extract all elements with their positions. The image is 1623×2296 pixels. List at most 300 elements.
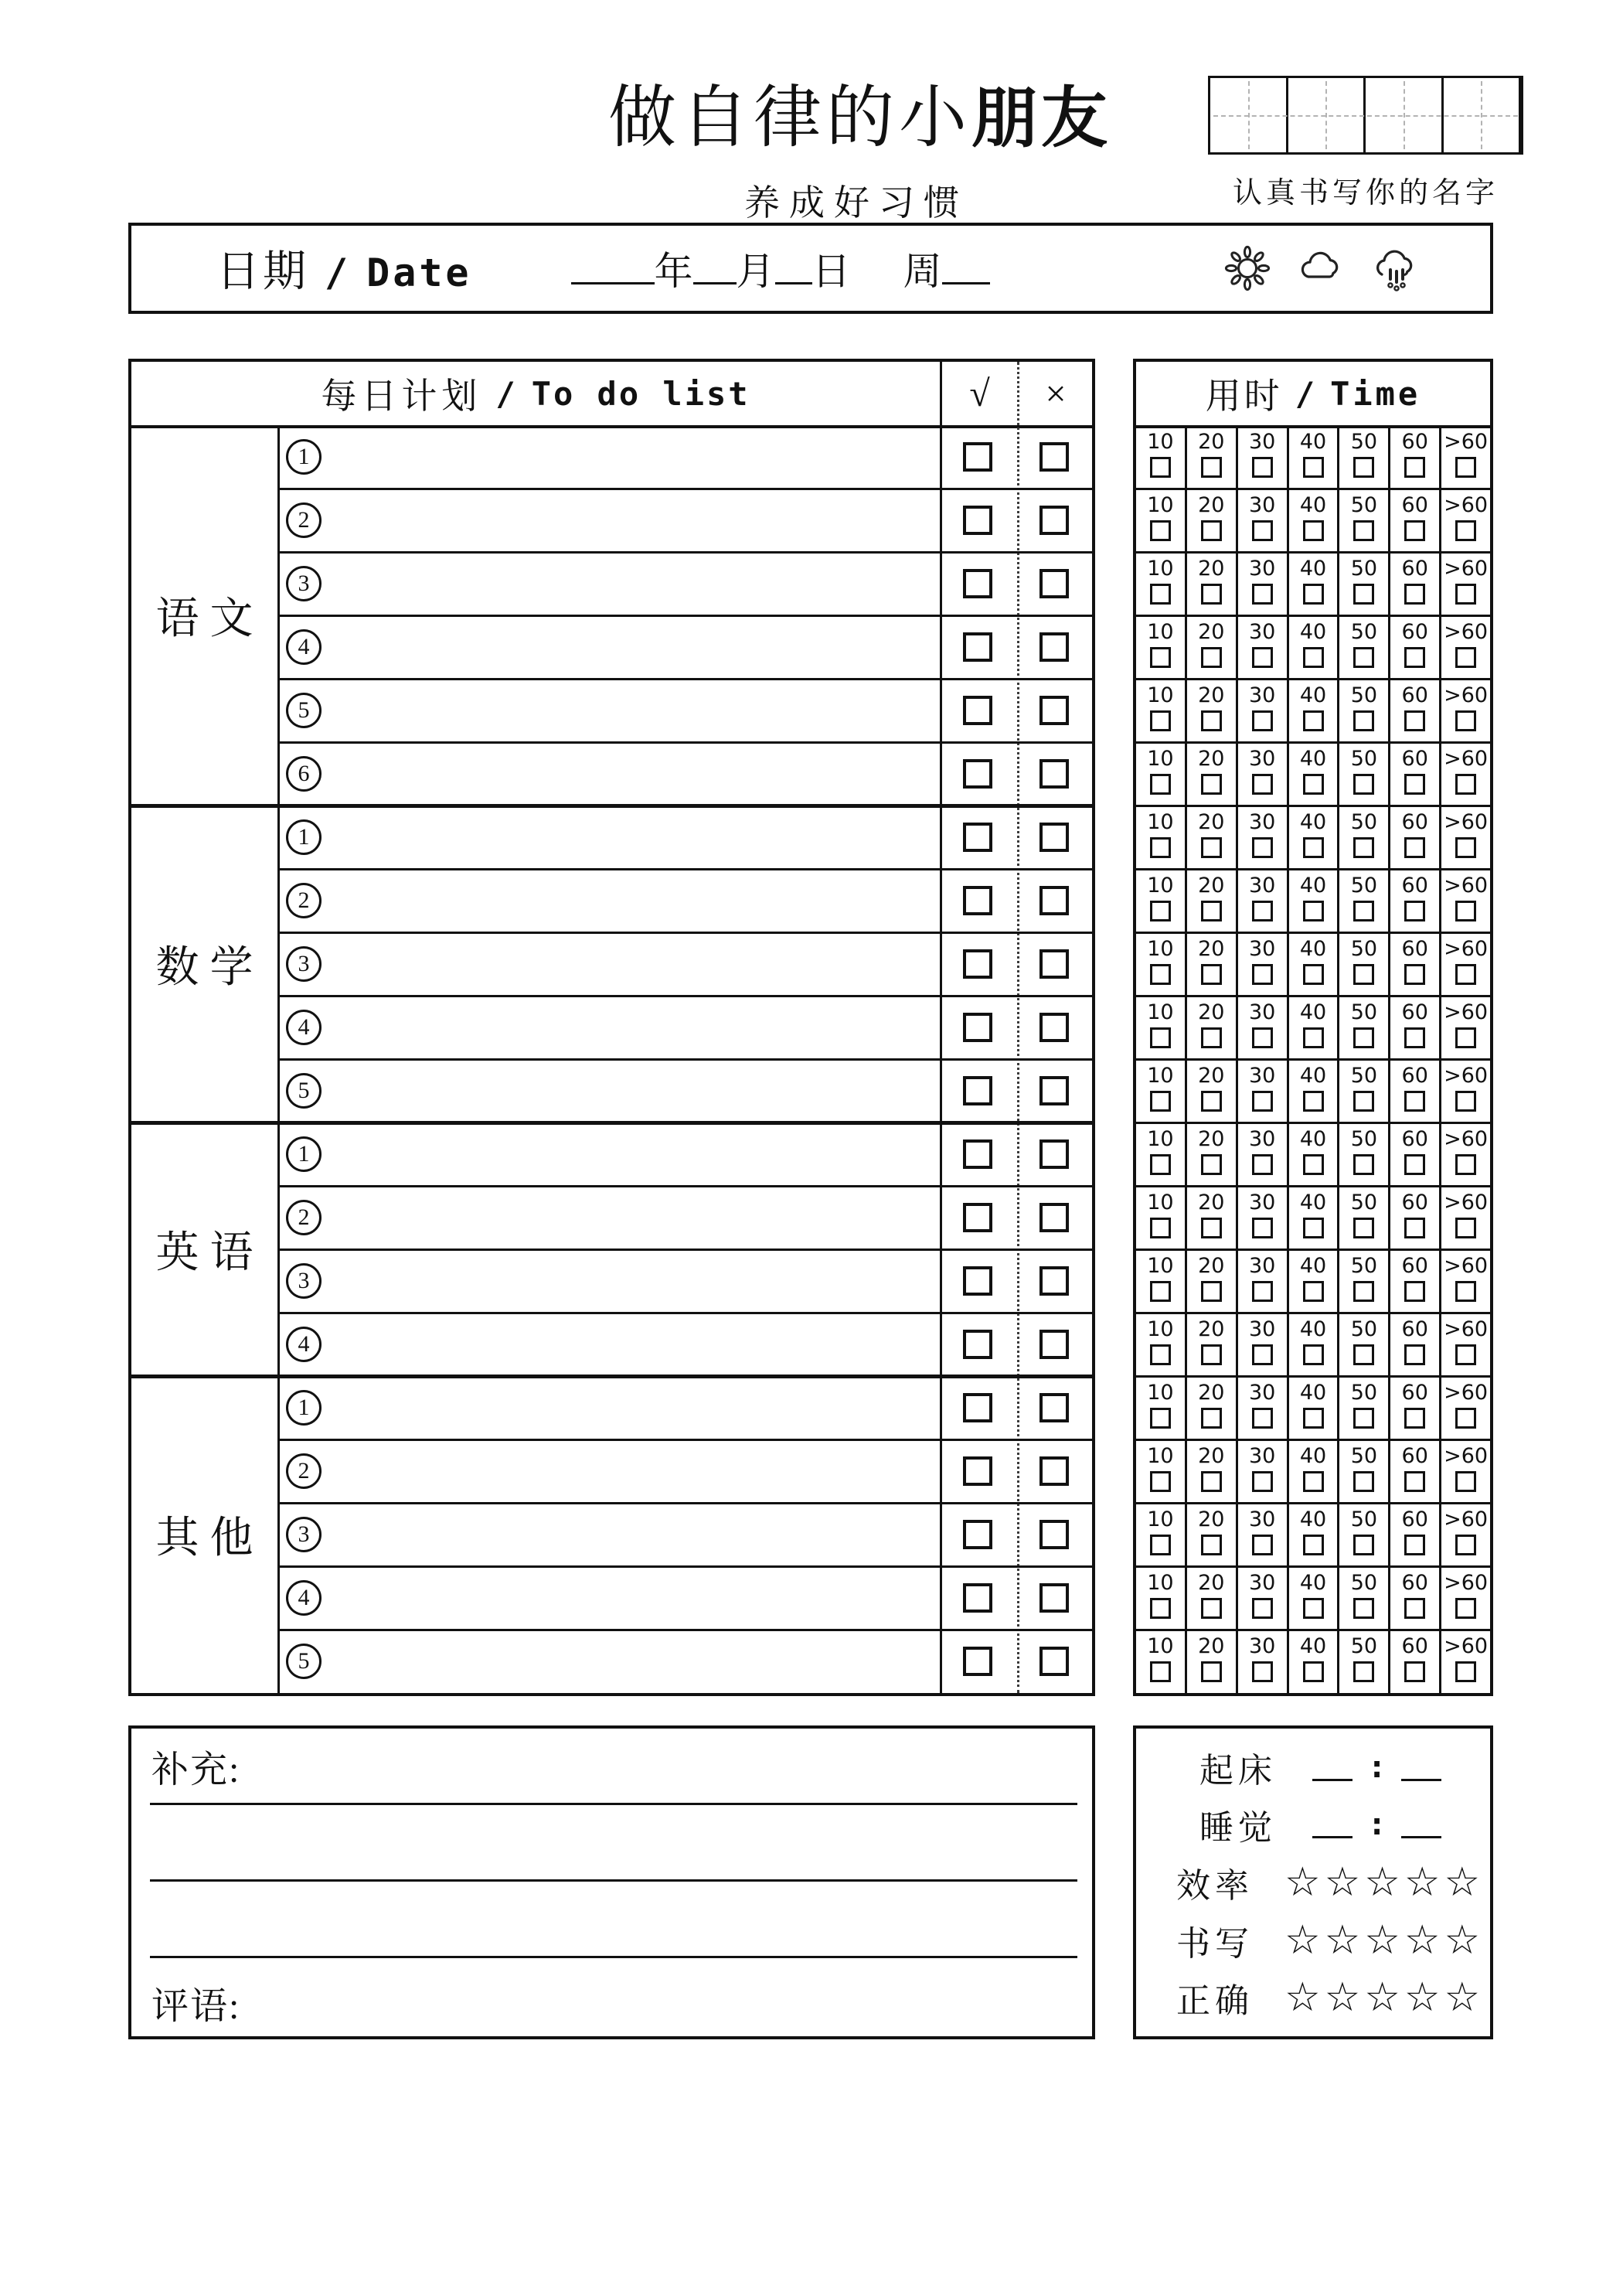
time-checkbox[interactable] <box>1455 520 1476 541</box>
time-cell <box>1238 1249 1289 1313</box>
time-checkbox[interactable] <box>1150 1471 1171 1492</box>
week-label: 周 <box>903 250 942 293</box>
todo-row <box>131 806 1092 869</box>
time-checkbox[interactable] <box>1455 901 1476 921</box>
time-checkbox[interactable] <box>1455 1281 1476 1302</box>
task-input-area[interactable] <box>334 1252 928 1310</box>
not-done-checkbox[interactable] <box>1039 442 1069 472</box>
month-blank[interactable] <box>693 254 737 284</box>
time-option-label: 30 <box>1248 683 1276 707</box>
time-checkbox[interactable] <box>1150 1218 1171 1238</box>
time-checkbox[interactable] <box>1455 1091 1476 1112</box>
task-input-area[interactable] <box>334 1189 928 1246</box>
time-checkbox[interactable] <box>1201 520 1222 541</box>
category-label: 英语 <box>155 1229 264 1277</box>
time-cell <box>1441 1566 1490 1630</box>
time-checkbox[interactable] <box>1455 1344 1476 1365</box>
time-checkbox[interactable] <box>1353 1027 1374 1048</box>
done-checkbox[interactable] <box>963 1013 992 1042</box>
time-option-label: 40 <box>1299 620 1327 644</box>
time-checkbox[interactable] <box>1201 1027 1222 1048</box>
time-checkbox[interactable] <box>1201 1598 1222 1619</box>
done-checkbox[interactable] <box>963 949 992 979</box>
time-checkbox[interactable] <box>1252 520 1273 541</box>
not-done-checkbox[interactable] <box>1039 1583 1069 1613</box>
time-checkbox[interactable] <box>1150 964 1171 985</box>
month-label: 月 <box>736 250 775 293</box>
time-checkbox[interactable] <box>1353 647 1374 668</box>
done-checkbox[interactable] <box>963 886 992 915</box>
not-done-checkbox[interactable] <box>1039 1013 1069 1042</box>
time-cell <box>1187 932 1238 996</box>
time-cell <box>1289 1566 1340 1630</box>
time-checkbox[interactable] <box>1303 1661 1324 1682</box>
time-checkbox[interactable] <box>1252 1535 1273 1555</box>
time-checkbox[interactable] <box>1455 1471 1476 1492</box>
time-colon: : <box>1371 1749 1383 1784</box>
time-cell <box>1339 615 1390 679</box>
rain-icon[interactable] <box>1371 244 1421 293</box>
time-row <box>1136 1313 1490 1376</box>
time-checkbox[interactable] <box>1303 1471 1324 1492</box>
time-blank-hour[interactable] <box>1312 1811 1352 1838</box>
time-checkbox[interactable] <box>1252 647 1273 668</box>
time-checkbox[interactable] <box>1252 1661 1273 1682</box>
time-cell <box>1441 552 1490 615</box>
time-checkbox[interactable] <box>1404 1027 1425 1048</box>
time-checkbox[interactable] <box>1455 647 1476 668</box>
time-checkbox[interactable] <box>1353 1344 1374 1365</box>
time-checkbox[interactable] <box>1252 1408 1273 1429</box>
task-number: 2 <box>286 883 322 918</box>
not-done-checkbox[interactable] <box>1039 1076 1069 1105</box>
time-header-sep: / <box>1295 374 1318 413</box>
time-checkbox[interactable] <box>1201 1091 1222 1112</box>
time-checkbox[interactable] <box>1404 964 1425 985</box>
time-cell <box>1390 489 1441 552</box>
time-checkbox[interactable] <box>1252 710 1273 731</box>
time-cell <box>1136 1122 1187 1186</box>
time-checkbox[interactable] <box>1404 457 1425 478</box>
time-checkbox[interactable] <box>1404 520 1425 541</box>
time-checkbox[interactable] <box>1404 1218 1425 1238</box>
done-checkbox[interactable] <box>963 759 992 789</box>
time-cell <box>1390 1630 1441 1693</box>
done-checkbox[interactable] <box>963 1266 992 1296</box>
time-cell <box>1136 1186 1187 1249</box>
time-checkbox[interactable] <box>1404 1661 1425 1682</box>
day-blank[interactable] <box>775 254 812 284</box>
time-checkbox[interactable] <box>1455 457 1476 478</box>
time-cell <box>1339 932 1390 996</box>
time-option-label: 30 <box>1248 1634 1276 1658</box>
done-checkbox[interactable] <box>963 1456 992 1486</box>
not-done-checkbox[interactable] <box>1039 1520 1069 1549</box>
time-checkbox[interactable] <box>1252 1218 1273 1238</box>
time-checkbox[interactable] <box>1252 584 1273 605</box>
time-checkbox[interactable] <box>1150 1661 1171 1682</box>
time-checkbox[interactable] <box>1404 1535 1425 1555</box>
todo-row <box>131 1376 1092 1439</box>
time-checkbox[interactable] <box>1150 774 1171 795</box>
time-option-label: 30 <box>1248 874 1276 898</box>
time-checkbox[interactable] <box>1150 1281 1171 1302</box>
time-blank-minute[interactable] <box>1401 1753 1441 1781</box>
time-checkbox[interactable] <box>1353 1408 1374 1429</box>
time-checkbox[interactable] <box>1455 774 1476 795</box>
time-checkbox[interactable] <box>1150 584 1171 605</box>
not-done-checkbox[interactable] <box>1039 1203 1069 1232</box>
cloud-icon[interactable] <box>1297 244 1346 293</box>
not-done-checkbox[interactable] <box>1039 759 1069 789</box>
time-option-label: 40 <box>1299 1444 1327 1468</box>
time-blank-hour[interactable] <box>1312 1753 1352 1781</box>
time-checkbox[interactable] <box>1303 1408 1324 1429</box>
time-row <box>1136 996 1490 1059</box>
time-cell <box>1441 869 1490 932</box>
time-checkbox[interactable] <box>1303 1091 1324 1112</box>
name-writing-grid[interactable] <box>1208 76 1523 155</box>
time-checkbox[interactable] <box>1303 774 1324 795</box>
name-instruction: 认真书写你的名字 <box>1232 177 1499 210</box>
time-checkbox[interactable] <box>1404 647 1425 668</box>
time-checkbox[interactable] <box>1353 1598 1374 1619</box>
task-input-area[interactable] <box>334 1443 928 1500</box>
not-done-checkbox[interactable] <box>1039 1393 1069 1422</box>
time-checkbox[interactable] <box>1201 1408 1222 1429</box>
time-checkbox[interactable] <box>1455 1535 1476 1555</box>
time-cell <box>1187 1313 1238 1376</box>
time-cell <box>1441 1439 1490 1503</box>
writing-line[interactable] <box>150 1879 1077 1882</box>
done-checkbox[interactable] <box>963 1139 992 1169</box>
time-option-label: 20 <box>1198 683 1225 707</box>
time-checkbox[interactable] <box>1201 1154 1222 1175</box>
time-cell <box>1441 1249 1490 1313</box>
not-done-checkbox[interactable] <box>1039 823 1069 852</box>
time-cell <box>1339 1059 1390 1122</box>
time-row <box>1136 1122 1490 1186</box>
time-row <box>1136 932 1490 996</box>
time-option-label: 40 <box>1299 557 1327 581</box>
time-cell <box>1390 1503 1441 1566</box>
time-checkbox[interactable] <box>1201 647 1222 668</box>
time-checkbox[interactable] <box>1201 837 1222 858</box>
time-checkbox[interactable] <box>1252 1598 1273 1619</box>
time-checkbox[interactable] <box>1201 584 1222 605</box>
not-done-checkbox[interactable] <box>1039 632 1069 662</box>
time-panel-body <box>1136 362 1490 1693</box>
time-checkbox[interactable] <box>1455 1661 1476 1682</box>
done-checkbox[interactable] <box>963 1647 992 1676</box>
time-option-label: 40 <box>1299 874 1327 898</box>
time-checkbox[interactable] <box>1150 901 1171 921</box>
task-input-area[interactable] <box>334 428 928 485</box>
task-number: 4 <box>286 1010 322 1045</box>
star-rating[interactable]: ☆☆☆☆☆ <box>1284 1858 1485 1906</box>
time-checkbox[interactable] <box>1303 1154 1324 1175</box>
time-option-label: 50 <box>1350 1571 1378 1595</box>
todo-row <box>131 425 1092 489</box>
task-input-area[interactable] <box>334 1316 928 1373</box>
not-done-checkbox[interactable] <box>1039 1266 1069 1296</box>
time-checkbox[interactable] <box>1353 1471 1374 1492</box>
task-input-area[interactable] <box>334 745 928 802</box>
time-checkbox[interactable] <box>1252 457 1273 478</box>
time-checkbox[interactable] <box>1455 1218 1476 1238</box>
time-checkbox[interactable] <box>1303 964 1324 985</box>
time-cell <box>1289 679 1340 742</box>
time-checkbox[interactable] <box>1353 1218 1374 1238</box>
time-checkbox[interactable] <box>1455 1027 1476 1048</box>
time-checkbox[interactable] <box>1303 520 1324 541</box>
time-checkbox[interactable] <box>1150 1154 1171 1175</box>
time-checkbox[interactable] <box>1201 774 1222 795</box>
time-checkbox[interactable] <box>1353 520 1374 541</box>
task-number: 3 <box>286 566 322 601</box>
task-input-area[interactable] <box>334 1062 928 1119</box>
task-input-area[interactable] <box>334 555 928 612</box>
time-checkbox[interactable] <box>1201 1281 1222 1302</box>
time-checkbox[interactable] <box>1303 1535 1324 1555</box>
time-checkbox[interactable] <box>1455 710 1476 731</box>
todo-row <box>131 1059 1092 1122</box>
time-checkbox[interactable] <box>1353 774 1374 795</box>
task-input-area[interactable] <box>334 682 928 739</box>
time-checkbox[interactable] <box>1201 710 1222 731</box>
todo-row <box>131 1630 1092 1693</box>
done-checkbox[interactable] <box>963 1203 992 1232</box>
time-cell <box>1136 1566 1187 1630</box>
time-option-label: 20 <box>1198 1191 1225 1214</box>
time-checkbox[interactable] <box>1404 901 1425 921</box>
done-checkbox[interactable] <box>963 569 992 598</box>
time-checkbox[interactable] <box>1150 647 1171 668</box>
time-checkbox[interactable] <box>1455 964 1476 985</box>
time-cell <box>1390 932 1441 996</box>
time-option-label: 50 <box>1350 1191 1378 1214</box>
time-checkbox[interactable] <box>1404 710 1425 731</box>
not-done-checkbox[interactable] <box>1039 506 1069 535</box>
time-checkbox[interactable] <box>1404 1598 1425 1619</box>
time-checkbox[interactable] <box>1353 1154 1374 1175</box>
time-checkbox[interactable] <box>1252 1091 1273 1112</box>
date-fill-in <box>571 240 990 296</box>
time-checkbox[interactable] <box>1303 1281 1324 1302</box>
done-checkbox[interactable] <box>963 696 992 725</box>
done-checkbox[interactable] <box>963 1393 992 1422</box>
time-checkbox[interactable] <box>1252 1344 1273 1365</box>
not-done-checkbox[interactable] <box>1039 696 1069 725</box>
done-checkbox[interactable] <box>963 1330 992 1359</box>
time-checkbox[interactable] <box>1303 901 1324 921</box>
time-checkbox[interactable] <box>1455 837 1476 858</box>
time-checkbox[interactable] <box>1353 1535 1374 1555</box>
time-checkbox[interactable] <box>1303 647 1324 668</box>
time-checkbox[interactable] <box>1252 964 1273 985</box>
time-cell <box>1289 1376 1340 1439</box>
time-checkbox[interactable] <box>1150 1535 1171 1555</box>
not-done-checkbox[interactable] <box>1039 1139 1069 1169</box>
time-option-label: 50 <box>1350 620 1378 644</box>
time-checkbox[interactable] <box>1150 457 1171 478</box>
time-checkbox[interactable] <box>1150 1027 1171 1048</box>
done-checkbox[interactable] <box>963 442 992 472</box>
time-checkbox[interactable] <box>1303 837 1324 858</box>
time-checkbox[interactable] <box>1404 1154 1425 1175</box>
time-cell <box>1187 679 1238 742</box>
time-cell <box>1187 615 1238 679</box>
time-option-label: 10 <box>1147 1571 1174 1595</box>
time-checkbox[interactable] <box>1252 1027 1273 1048</box>
time-checkbox[interactable] <box>1252 774 1273 795</box>
done-checkbox[interactable] <box>963 632 992 662</box>
time-cell <box>1136 679 1187 742</box>
time-checkbox[interactable] <box>1303 1344 1324 1365</box>
time-checkbox[interactable] <box>1455 1408 1476 1429</box>
writing-line[interactable] <box>150 1803 1077 1805</box>
time-option-label: 20 <box>1198 1000 1225 1024</box>
time-checkbox[interactable] <box>1252 1471 1273 1492</box>
time-checkbox[interactable] <box>1150 1408 1171 1429</box>
task-input-area[interactable] <box>334 872 928 929</box>
time-cell <box>1390 679 1441 742</box>
time-cell <box>1187 1186 1238 1249</box>
time-checkbox[interactable] <box>1353 1281 1374 1302</box>
time-checkbox[interactable] <box>1201 1661 1222 1682</box>
year-label: 年 <box>654 250 693 293</box>
time-cell <box>1136 996 1187 1059</box>
sun-icon[interactable] <box>1223 244 1272 293</box>
time-checkbox[interactable] <box>1303 710 1324 731</box>
time-option-label: 10 <box>1147 493 1174 517</box>
time-option-label: 40 <box>1299 1507 1327 1531</box>
time-checkbox[interactable] <box>1404 837 1425 858</box>
task-input-area[interactable] <box>334 1506 928 1563</box>
time-option-label: 60 <box>1401 1317 1428 1341</box>
time-checkbox[interactable] <box>1353 1661 1374 1682</box>
year-blank[interactable] <box>571 254 655 284</box>
time-option-label: 20 <box>1198 810 1225 834</box>
task-input-area[interactable] <box>334 492 928 549</box>
time-checkbox[interactable] <box>1150 837 1171 858</box>
time-checkbox[interactable] <box>1201 1218 1222 1238</box>
time-checkbox[interactable] <box>1150 710 1171 731</box>
time-cell <box>1390 1566 1441 1630</box>
not-done-checkbox[interactable] <box>1039 1647 1069 1676</box>
time-checkbox[interactable] <box>1303 1598 1324 1619</box>
time-cell <box>1238 1376 1289 1439</box>
not-done-checkbox[interactable] <box>1039 569 1069 598</box>
not-done-checkbox[interactable] <box>1039 949 1069 979</box>
task-input-area[interactable] <box>334 999 928 1056</box>
task-input-area[interactable] <box>334 1569 928 1627</box>
time-checkbox[interactable] <box>1252 1154 1273 1175</box>
done-checkbox[interactable] <box>963 1583 992 1613</box>
time-checkbox[interactable] <box>1404 774 1425 795</box>
task-input-area[interactable] <box>334 1379 928 1436</box>
time-checkbox[interactable] <box>1201 1344 1222 1365</box>
time-checkbox[interactable] <box>1150 1344 1171 1365</box>
time-checkbox[interactable] <box>1353 837 1374 858</box>
time-checkbox[interactable] <box>1353 964 1374 985</box>
time-checkbox[interactable] <box>1353 584 1374 605</box>
time-checkbox[interactable] <box>1201 964 1222 985</box>
time-checkbox[interactable] <box>1353 710 1374 731</box>
time-option-label: >60 <box>1444 1000 1489 1024</box>
task-input-area[interactable] <box>334 1126 928 1183</box>
week-blank[interactable] <box>942 254 990 284</box>
time-blank-minute[interactable] <box>1401 1811 1441 1838</box>
time-checkbox[interactable] <box>1150 1091 1171 1112</box>
time-checkbox[interactable] <box>1303 1218 1324 1238</box>
check-column-header: √ <box>969 373 990 414</box>
todo-header <box>131 362 940 425</box>
time-option-label: 10 <box>1147 1381 1174 1405</box>
time-option-label: 30 <box>1248 1127 1276 1151</box>
time-checkbox[interactable] <box>1353 901 1374 921</box>
time-checkbox[interactable] <box>1455 584 1476 605</box>
time-checkbox[interactable] <box>1201 457 1222 478</box>
task-input-area[interactable] <box>334 809 928 866</box>
time-checkbox[interactable] <box>1404 1408 1425 1429</box>
writing-line[interactable] <box>150 1956 1077 1958</box>
time-checkbox[interactable] <box>1303 584 1324 605</box>
time-checkbox[interactable] <box>1455 1154 1476 1175</box>
star-rating[interactable]: ☆☆☆☆☆ <box>1284 1916 1485 1964</box>
time-checkbox[interactable] <box>1404 1091 1425 1112</box>
time-row <box>1136 552 1490 615</box>
task-input-area[interactable] <box>334 935 928 993</box>
task-input-area[interactable] <box>334 618 928 676</box>
time-cell <box>1390 1059 1441 1122</box>
time-checkbox[interactable] <box>1201 901 1222 921</box>
time-cell <box>1289 615 1340 679</box>
time-option-label: 20 <box>1198 620 1225 644</box>
time-checkbox[interactable] <box>1252 901 1273 921</box>
time-checkbox[interactable] <box>1303 1027 1324 1048</box>
category-label: 其他 <box>155 1514 264 1562</box>
time-checkbox[interactable] <box>1404 1471 1425 1492</box>
time-checkbox[interactable] <box>1201 1535 1222 1555</box>
not-done-checkbox[interactable] <box>1039 1456 1069 1486</box>
time-checkbox[interactable] <box>1353 457 1374 478</box>
not-done-checkbox[interactable] <box>1039 886 1069 915</box>
star-rating[interactable]: ☆☆☆☆☆ <box>1284 1974 1485 2022</box>
time-checkbox[interactable] <box>1252 1281 1273 1302</box>
time-checkbox[interactable] <box>1252 837 1273 858</box>
time-checkbox[interactable] <box>1404 1344 1425 1365</box>
time-checkbox[interactable] <box>1150 1598 1171 1619</box>
time-checkbox[interactable] <box>1455 1598 1476 1619</box>
done-checkbox[interactable] <box>963 506 992 535</box>
time-option-label: 10 <box>1147 1191 1174 1214</box>
time-checkbox[interactable] <box>1404 1281 1425 1302</box>
time-cell <box>1238 1566 1289 1630</box>
time-checkbox[interactable] <box>1150 520 1171 541</box>
time-checkbox[interactable] <box>1201 1471 1222 1492</box>
time-checkbox[interactable] <box>1303 457 1324 478</box>
not-done-checkbox[interactable] <box>1039 1330 1069 1359</box>
time-option-label: 30 <box>1248 1381 1276 1405</box>
time-checkbox[interactable] <box>1404 584 1425 605</box>
time-cell <box>1238 425 1289 489</box>
done-checkbox[interactable] <box>963 1076 992 1105</box>
time-checkbox[interactable] <box>1353 1091 1374 1112</box>
done-checkbox[interactable] <box>963 1520 992 1549</box>
task-input-area[interactable] <box>334 1633 928 1690</box>
done-checkbox[interactable] <box>963 823 992 852</box>
